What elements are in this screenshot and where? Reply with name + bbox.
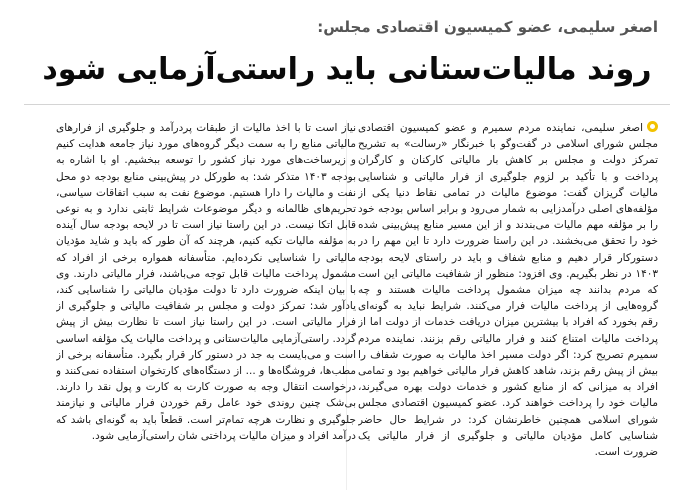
article-column-right <box>358 120 658 490</box>
article-kicker: اصغر سلیمی، عضو کمیسیون اقتصادی مجلس: <box>317 18 658 36</box>
bullet-icon <box>647 121 658 132</box>
column-right-text: اصغر سلیمی، نماینده مردم سمیرم و عضو کمیسیون اقتصادی مجلس شورای اسلامی در گفت‌وگو با خبرنگار «رسالت» به تشریح تمرکز دولت و مجلس بر کاهش بار مالیاتی کارکنان و کارگران پرداخت و با تأکید بر لزوم جلوگیری از فرار مالیاتی و شناسایی مالیات گریزان گفت: موضوع مالیات در تمامی نقاط دنیا یکی از مؤلفه‌های اصلی درآمدزایی به شمار می‌رود و برابر اساس بودجه خود را بر مؤلفه مهم مالیات می‌بندند و از این مسیر منابع پیش‌بینی شده خود را تحقق می‌بخشند. در این راستا ضرورت دارد تا این مهم را در دستورکار قرار دهیم و منابع شفاف و باید در راستای لایحه بودجه ۱۴۰۳ در نظر بگیریم. وی افزود: منظور از شفافیت مالیاتی این است که مردم بدانند چه میزان مشمول پرداخت مالیات هستند و چه گروه‌هایی از پرداخت مالیات فرار می‌کنند. شرایط نباید به گونه‌ای رقم بخورد که افراد با بیشترین میزان دریافت خدمات از دولت اما از پرداخت مالیات امتناع کنند و فرار مالیاتی رقم بزنند. نماینده مردم سمیرم تصریح کرد: اگر دولت مسیر اخذ مالیات به صورت شفاف را بیش از پیش رقم بزند، شاهد کاهش فرار مالیاتی خواهیم بود و تمامی افراد به میزانی که از منابع کشور و خدمات دولت بهره می‌گیرند، مالیات خود را پرداخت خواهند کرد. عضو کمیسیون اقتصادی مجلس شورای اسلامی همچنین خاطرنشان کرد: در شرایط حال حاضر شناسایی کامل مؤدیان مالیاتی و جلوگیری از فرار مالیاتی یک ضرورت است. <box>358 122 658 459</box>
article-headline: روند مالیات‌ستانی باید راستی‌آزمایی شود <box>42 52 652 87</box>
headline-divider <box>24 104 670 105</box>
article-column-left <box>56 120 356 490</box>
column-left-text: نیاز است تا با اخذ مالیات از طبقات پردرآمد و جلوگیری از فرارهای مالیاتی منابع را به سمت دیگر گروه‌های مورد نیاز جامعه هدایت کنیم و زیرساخت‌های مورد نیاز کشور را توسعه ببخشیم. او با اشاره به بودجه ۱۴۰۳ متذکر شد: به طورکل در پیش‌بینی منابع بودجه دو محل نفت و مالیات را دارا هستیم. موضوع نفت به سبب اتفاقات سیاسی، تحریم‌های ظالمانه و دیگر موضوعات شرایط ثابتی ندارد و به نوعی قابل اتکا نیست. در این راستا نیاز است تا در لایحه بودجه سال آینده به مؤلفه مالیات تکیه کنیم، هرچند که آن طور که باید و شاید مؤدیان مالیاتی را شناسایی نکرده‌ایم. متأسفانه همواره برخی از افراد که مشمول پرداخت مالیات قابل توجه می‌باشند، فرار مالیاتی دارند. وی با بیان اینکه ضرورت دارد تا دولت مؤدیان مالیاتی را شناسایی کند، یادآور شد: تمرکز دولت و مجلس بر شفافیت مالیاتی و جلوگیری از فرار مالیاتی است. در این راستا نیاز است تا نظارت بیش از پیش گردد. راستی‌آزمایی مالیات‌ستانی و پرداخت مالیات یک مؤلفه اساسی است و می‌بایست به جد در دستور کار قرار بگیرد. متأسفانه برخی از مطب‌ها، فروشگاه‌ها و ... از دستگاه‌های کارتخوان استفاده نمی‌کنند و درخواست انتقال وجه به صورت کارت به کارت و پول نقد را دارند. بی‌شک چنین روندی خود عامل رقم خوردن فرار مالیاتی و نیازمند جلوگیری و نظارت هرچه تمام‌تر است. قطعاً باید به گونه‌ای باشد که درآمد افراد و میزان مالیات پرداختی شان راستی‌آزمایی شود. <box>56 122 356 442</box>
